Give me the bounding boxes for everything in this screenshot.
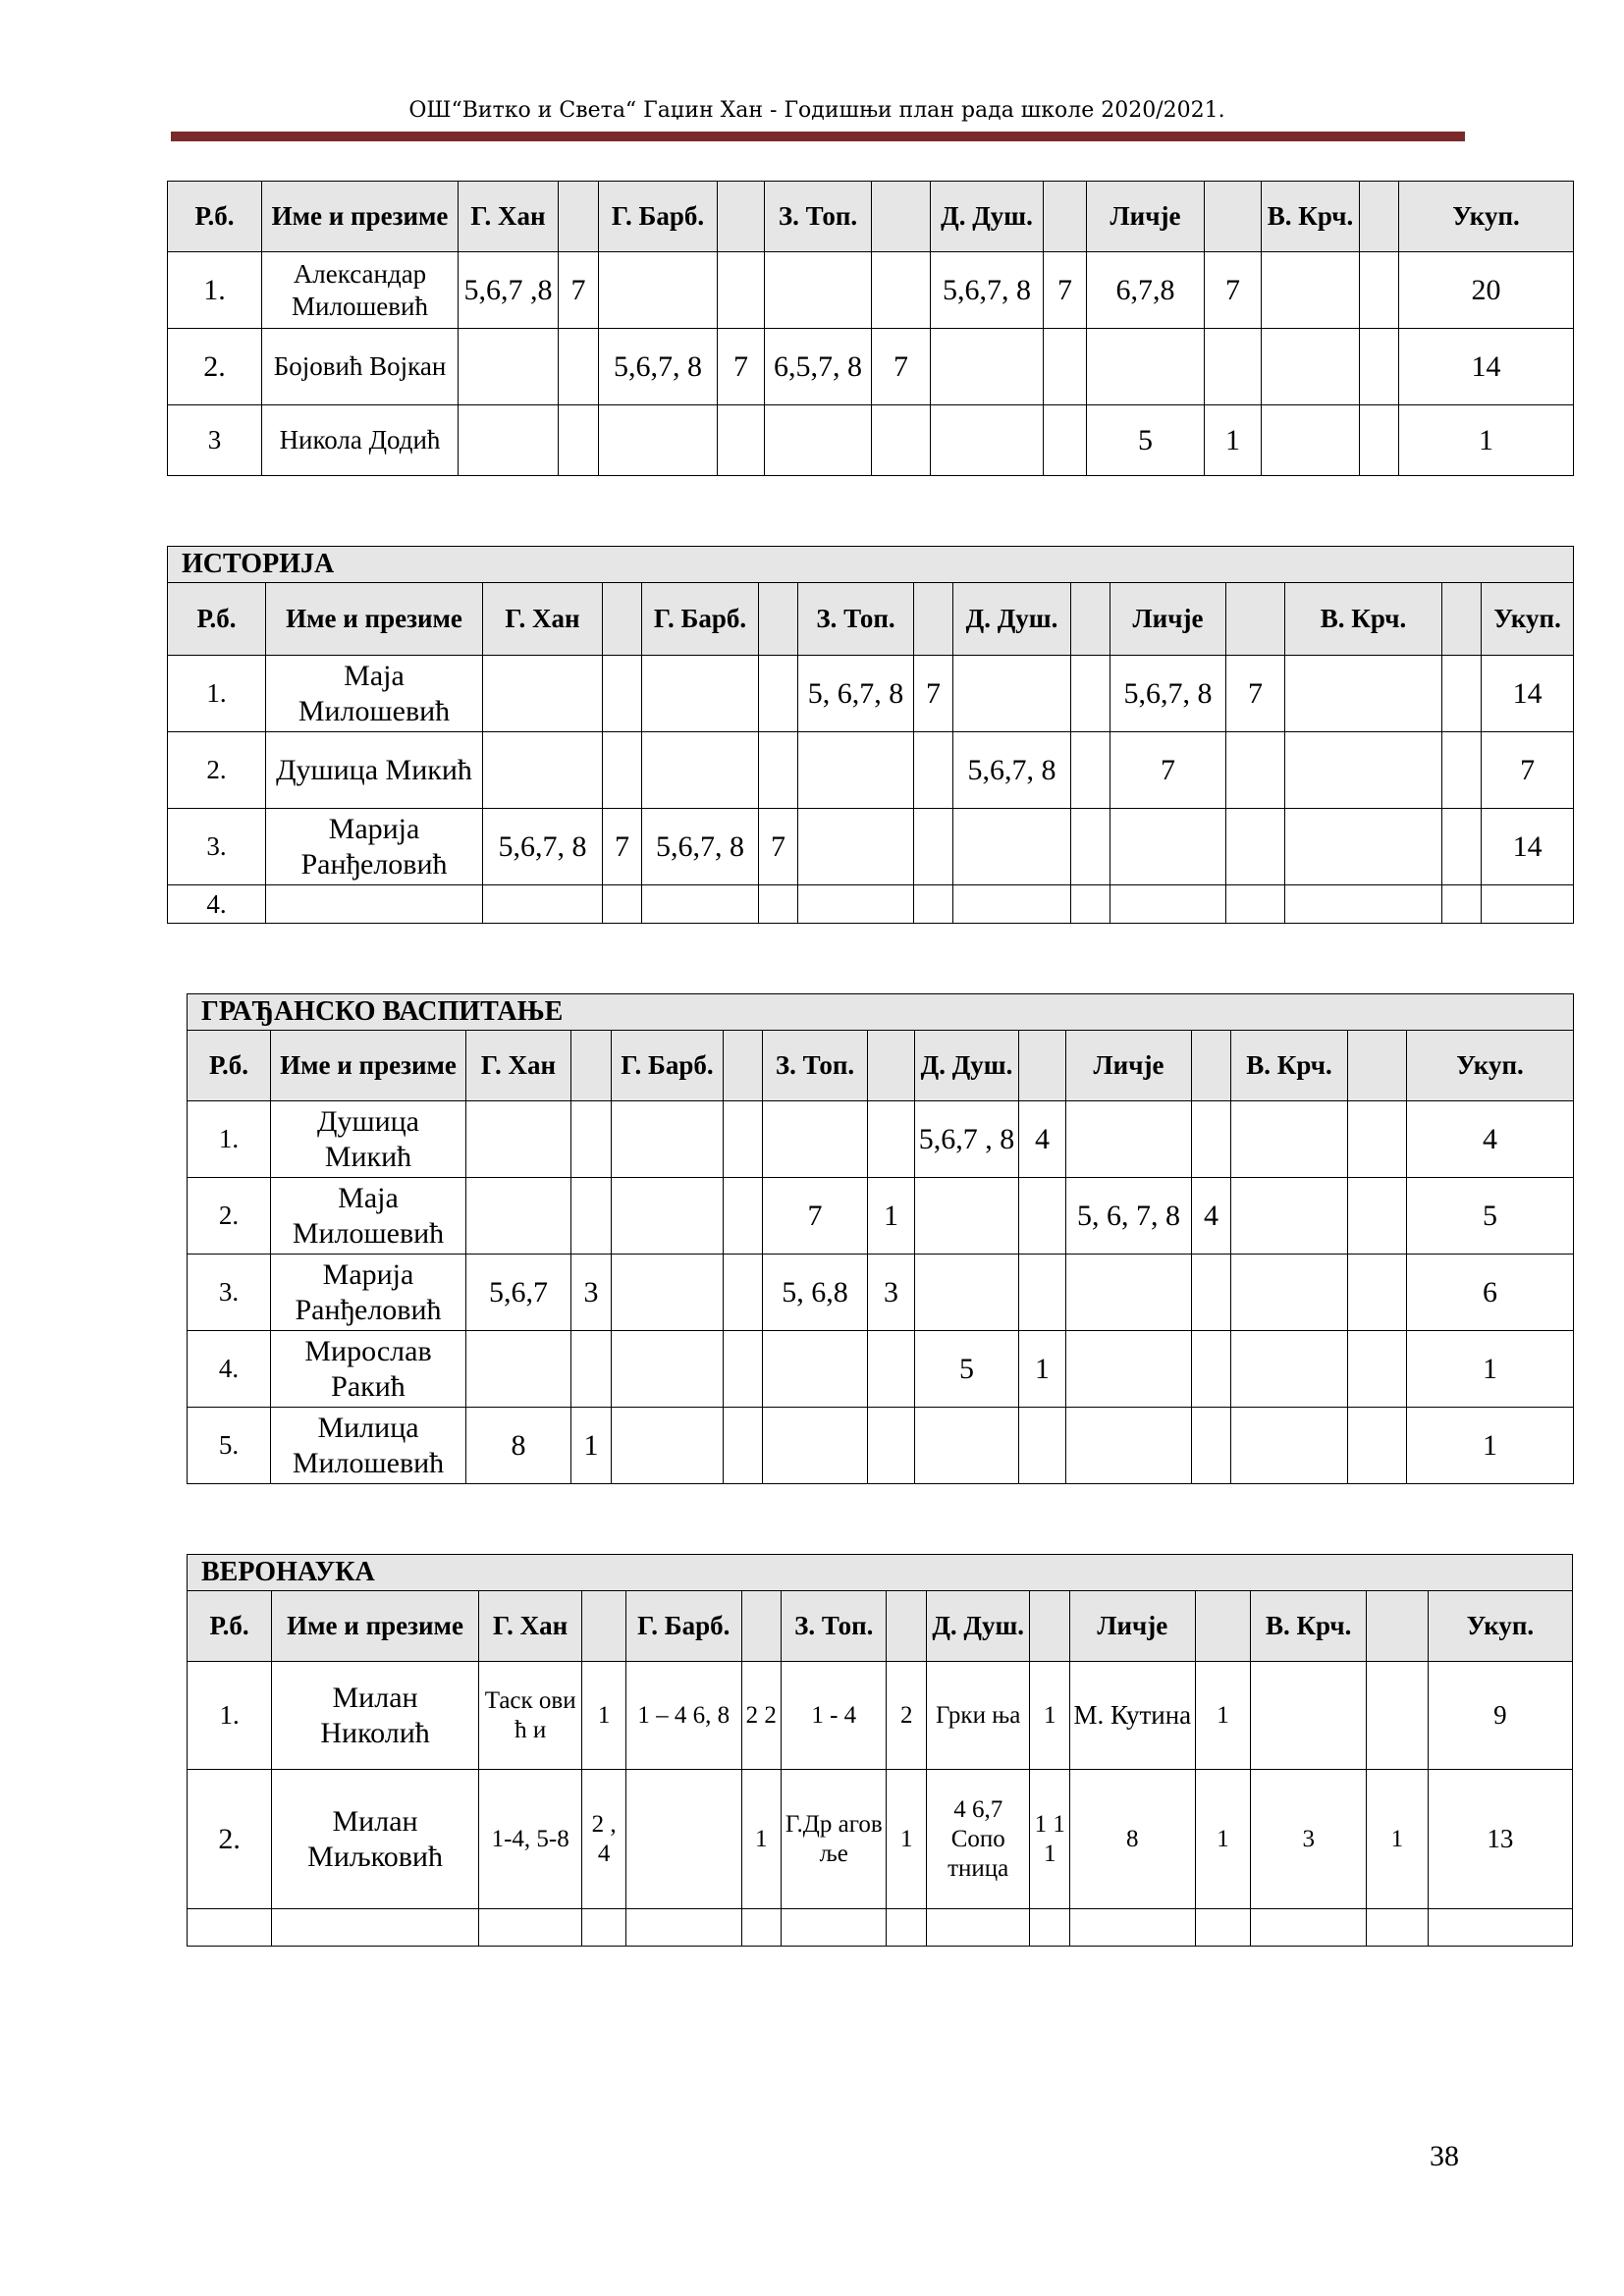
row-name: Милица Милошевић bbox=[271, 1408, 466, 1484]
col-g-han: Г. Хан bbox=[483, 583, 603, 656]
col-lichje: Личје bbox=[1069, 1591, 1195, 1662]
row-number: 2. bbox=[168, 329, 262, 405]
row-number: 1. bbox=[168, 252, 262, 329]
row-name: Бојовић Војкан bbox=[262, 329, 459, 405]
col-lichje: Личје bbox=[1066, 1031, 1192, 1101]
row-total: 7 bbox=[1482, 732, 1574, 809]
row-name: Милан Николић bbox=[272, 1662, 479, 1770]
row-total: 20 bbox=[1399, 252, 1574, 329]
row-name: Александар Милошевић bbox=[262, 252, 459, 329]
cell bbox=[483, 732, 603, 809]
row-total: 14 bbox=[1482, 809, 1574, 885]
cell bbox=[1205, 329, 1262, 405]
cell bbox=[1226, 809, 1285, 885]
cell bbox=[1231, 1331, 1348, 1408]
cell: М. Кутина bbox=[1069, 1662, 1195, 1770]
row-total: 6 bbox=[1407, 1255, 1574, 1331]
cell: 1 bbox=[868, 1178, 915, 1255]
cell bbox=[718, 252, 765, 329]
col-total: Укуп. bbox=[1407, 1031, 1574, 1101]
cell: 1 bbox=[887, 1770, 927, 1909]
col-g-barb: Г. Барб. bbox=[625, 1591, 741, 1662]
row-name: Мирослав Ракић bbox=[271, 1331, 466, 1408]
cell: 5, 6,7, 8 bbox=[798, 656, 914, 732]
header-rule bbox=[171, 132, 1465, 141]
cell bbox=[1442, 809, 1482, 885]
col-d-dush: Д. Душ. bbox=[915, 1031, 1019, 1101]
cell bbox=[1251, 1662, 1367, 1770]
cell bbox=[953, 656, 1071, 732]
cell bbox=[798, 732, 914, 809]
cell bbox=[868, 1331, 915, 1408]
cell bbox=[1360, 329, 1399, 405]
col-z-top: З. Топ. bbox=[798, 583, 914, 656]
cell: 7 bbox=[914, 656, 953, 732]
cell: 1 - 4 bbox=[782, 1662, 887, 1770]
row-total: 5 bbox=[1407, 1178, 1574, 1255]
cell: 1 bbox=[582, 1662, 626, 1770]
col-d-dush: Д. Душ. bbox=[931, 182, 1044, 252]
row-name: Марија Ранђеловић bbox=[266, 809, 483, 885]
cell: 2 bbox=[887, 1662, 927, 1770]
cell: 5,6,7, 8 bbox=[483, 809, 603, 885]
cell bbox=[1066, 1101, 1192, 1178]
row-number: 1. bbox=[188, 1101, 271, 1178]
row-number: 3. bbox=[168, 809, 266, 885]
table-row bbox=[168, 252, 1574, 329]
col-g-barb: Г. Барб. bbox=[642, 583, 759, 656]
table-istorija bbox=[167, 546, 1574, 924]
col-z-top: З. Топ. bbox=[763, 1031, 868, 1101]
row-total: 9 bbox=[1428, 1662, 1572, 1770]
cell bbox=[1366, 1662, 1428, 1770]
cell: 7 bbox=[1226, 656, 1285, 732]
cell: 3 bbox=[868, 1255, 915, 1331]
cell bbox=[868, 1408, 915, 1484]
cell: 7 bbox=[1110, 732, 1226, 809]
table-title-row bbox=[188, 1555, 1573, 1591]
cell bbox=[1066, 1408, 1192, 1484]
cell bbox=[1019, 1255, 1066, 1331]
col-v-krch: В. Крч. bbox=[1262, 182, 1360, 252]
cell: 5,6,7, 8 bbox=[599, 329, 718, 405]
col-total: Укуп. bbox=[1482, 583, 1574, 656]
cell: 5,6,7 , 8 bbox=[915, 1101, 1019, 1178]
cell bbox=[872, 405, 931, 476]
col-rb: Р.б. bbox=[188, 1591, 272, 1662]
cell bbox=[765, 252, 872, 329]
row-name: Маја Милошевић bbox=[271, 1178, 466, 1255]
cell: 7 bbox=[872, 329, 931, 405]
cell bbox=[915, 1408, 1019, 1484]
cell bbox=[914, 732, 953, 809]
cell: 5,6,7 bbox=[466, 1255, 571, 1331]
cell bbox=[1231, 1178, 1348, 1255]
cell: 6,7,8 bbox=[1087, 252, 1205, 329]
cell bbox=[763, 1408, 868, 1484]
cell: 5, 6, 7, 8 bbox=[1066, 1178, 1192, 1255]
row-total: 1 bbox=[1407, 1408, 1574, 1484]
cell: 5 bbox=[915, 1331, 1019, 1408]
cell bbox=[1044, 329, 1087, 405]
cell: 7 bbox=[763, 1178, 868, 1255]
table-row bbox=[168, 885, 1574, 924]
cell bbox=[1071, 809, 1110, 885]
cell: 3 bbox=[571, 1255, 612, 1331]
table-row bbox=[168, 405, 1574, 476]
cell: 8 bbox=[466, 1408, 571, 1484]
cell bbox=[915, 1178, 1019, 1255]
row-name: Душица Микић bbox=[266, 732, 483, 809]
table-title: ИСТОРИЈА bbox=[168, 547, 1574, 583]
cell bbox=[1348, 1101, 1407, 1178]
cell bbox=[1071, 656, 1110, 732]
cell bbox=[459, 329, 559, 405]
cell: 1 1 1 bbox=[1030, 1770, 1070, 1909]
cell bbox=[759, 732, 798, 809]
cell bbox=[1442, 732, 1482, 809]
row-number: 1. bbox=[188, 1662, 272, 1770]
row-name bbox=[266, 885, 483, 924]
row-total: 1 bbox=[1407, 1331, 1574, 1408]
row-total: 14 bbox=[1399, 329, 1574, 405]
table-row bbox=[188, 1331, 1574, 1408]
cell bbox=[1231, 1101, 1348, 1178]
cell bbox=[765, 405, 872, 476]
cell bbox=[642, 656, 759, 732]
cell bbox=[466, 1178, 571, 1255]
col-total: Укуп. bbox=[1428, 1591, 1572, 1662]
cell bbox=[759, 656, 798, 732]
cell bbox=[603, 732, 642, 809]
table-row bbox=[188, 1909, 1573, 1947]
table-header-row bbox=[188, 1031, 1574, 1101]
row-number: 3. bbox=[188, 1255, 271, 1331]
cell bbox=[1348, 1408, 1407, 1484]
cell bbox=[915, 1255, 1019, 1331]
cell bbox=[1348, 1331, 1407, 1408]
cell bbox=[466, 1101, 571, 1178]
cell bbox=[1066, 1255, 1192, 1331]
row-number: 5. bbox=[188, 1408, 271, 1484]
col-v-krch: В. Крч. bbox=[1251, 1591, 1367, 1662]
table-row bbox=[188, 1101, 1574, 1178]
cell bbox=[1262, 252, 1360, 329]
cell bbox=[1226, 732, 1285, 809]
cell bbox=[571, 1101, 612, 1178]
page-header: ОШ“Витко и Света“ Гаџин Хан - Годишњи план рада школе 2020/2021. bbox=[408, 98, 1225, 123]
cell bbox=[599, 252, 718, 329]
col-g-han: Г. Хан bbox=[478, 1591, 581, 1662]
cell: 5,6,7, 8 bbox=[931, 252, 1044, 329]
cell bbox=[459, 405, 559, 476]
cell bbox=[1019, 1408, 1066, 1484]
table-row bbox=[188, 1770, 1573, 1909]
col-name: Име и презиме bbox=[266, 583, 483, 656]
cell bbox=[612, 1331, 724, 1408]
cell bbox=[625, 1770, 741, 1909]
cell bbox=[1044, 405, 1087, 476]
table-row bbox=[188, 1662, 1573, 1770]
col-g-barb: Г. Барб. bbox=[599, 182, 718, 252]
cell: Таск ови ћ и bbox=[478, 1662, 581, 1770]
cell: 3 bbox=[1251, 1770, 1367, 1909]
col-name: Име и презиме bbox=[272, 1591, 479, 1662]
col-lichje: Личје bbox=[1110, 583, 1226, 656]
cell bbox=[1066, 1331, 1192, 1408]
cell bbox=[868, 1101, 915, 1178]
cell: 7 bbox=[603, 809, 642, 885]
cell bbox=[724, 1331, 763, 1408]
table-title-row bbox=[168, 547, 1574, 583]
col-d-dush: Д. Душ. bbox=[927, 1591, 1030, 1662]
cell bbox=[1285, 656, 1442, 732]
cell: 2 , 4 bbox=[582, 1770, 626, 1909]
cell bbox=[1192, 1255, 1231, 1331]
cell: 1 bbox=[571, 1408, 612, 1484]
cell bbox=[1348, 1178, 1407, 1255]
cell: 2 2 bbox=[741, 1662, 782, 1770]
row-number: 2. bbox=[188, 1178, 271, 1255]
col-rb: Р.б. bbox=[168, 182, 262, 252]
cell bbox=[612, 1408, 724, 1484]
table-header-row bbox=[168, 182, 1574, 252]
cell: 4 6,7 Сопо тница bbox=[927, 1770, 1030, 1909]
cell bbox=[1110, 809, 1226, 885]
cell bbox=[724, 1408, 763, 1484]
cell bbox=[1285, 809, 1442, 885]
cell bbox=[724, 1255, 763, 1331]
table-row bbox=[188, 1255, 1574, 1331]
cell bbox=[603, 656, 642, 732]
row-number: 2. bbox=[188, 1770, 272, 1909]
row-name: Душица Микић bbox=[271, 1101, 466, 1178]
row-name: Марија Ранђеловић bbox=[271, 1255, 466, 1331]
cell bbox=[612, 1101, 724, 1178]
row-number: 1. bbox=[168, 656, 266, 732]
cell: 1 bbox=[1195, 1662, 1251, 1770]
cell bbox=[1192, 1408, 1231, 1484]
cell bbox=[1192, 1331, 1231, 1408]
cell: Г.Др агов ље bbox=[782, 1770, 887, 1909]
cell bbox=[612, 1255, 724, 1331]
col-g-han: Г. Хан bbox=[459, 182, 559, 252]
cell bbox=[763, 1331, 868, 1408]
table-header-row bbox=[168, 583, 1574, 656]
cell bbox=[953, 809, 1071, 885]
table-row bbox=[188, 1408, 1574, 1484]
table-title-row bbox=[188, 994, 1574, 1031]
cell bbox=[612, 1178, 724, 1255]
cell bbox=[763, 1101, 868, 1178]
table-gradjansko bbox=[187, 993, 1574, 1484]
cell: 7 bbox=[1205, 252, 1262, 329]
cell: 4 bbox=[1192, 1178, 1231, 1255]
cell bbox=[931, 329, 1044, 405]
cell bbox=[642, 732, 759, 809]
col-z-top: З. Топ. bbox=[765, 182, 872, 252]
col-total: Укуп. bbox=[1399, 182, 1574, 252]
row-number: 3 bbox=[168, 405, 262, 476]
cell: 5,6,7, 8 bbox=[642, 809, 759, 885]
cell bbox=[1231, 1255, 1348, 1331]
table-row bbox=[168, 329, 1574, 405]
table-continued bbox=[167, 181, 1574, 476]
cell: 1 bbox=[1030, 1662, 1070, 1770]
row-name: Никола Додић bbox=[262, 405, 459, 476]
cell bbox=[1285, 732, 1442, 809]
cell bbox=[1192, 1101, 1231, 1178]
table-title: ГРАЂАНСКО ВАСПИТАЊЕ bbox=[188, 994, 1574, 1031]
cell: 1-4, 5-8 bbox=[478, 1770, 581, 1909]
cell: 5,6,7, 8 bbox=[953, 732, 1071, 809]
row-total bbox=[1482, 885, 1574, 924]
cell bbox=[559, 405, 599, 476]
cell bbox=[571, 1178, 612, 1255]
col-d-dush: Д. Душ. bbox=[953, 583, 1071, 656]
cell bbox=[1348, 1255, 1407, 1331]
cell: 5,6,7 ,8 bbox=[459, 252, 559, 329]
table-header-row bbox=[188, 1591, 1573, 1662]
cell: 1 – 4 6, 8 bbox=[625, 1662, 741, 1770]
cell: 4 bbox=[1019, 1101, 1066, 1178]
cell: 1 bbox=[1019, 1331, 1066, 1408]
table-veronauka bbox=[187, 1554, 1573, 1947]
col-g-han: Г. Хан bbox=[466, 1031, 571, 1101]
cell bbox=[1231, 1408, 1348, 1484]
col-rb: Р.б. bbox=[168, 583, 266, 656]
cell bbox=[1442, 656, 1482, 732]
col-rb: Р.б. bbox=[188, 1031, 271, 1101]
cell: 5, 6,8 bbox=[763, 1255, 868, 1331]
col-v-krch: В. Крч. bbox=[1285, 583, 1442, 656]
cell: 7 bbox=[1044, 252, 1087, 329]
cell bbox=[724, 1178, 763, 1255]
table-row bbox=[168, 809, 1574, 885]
cell: 1 bbox=[741, 1770, 782, 1909]
row-total: 13 bbox=[1428, 1770, 1572, 1909]
cell: 7 bbox=[559, 252, 599, 329]
cell bbox=[718, 405, 765, 476]
cell bbox=[872, 252, 931, 329]
row-total: 1 bbox=[1399, 405, 1574, 476]
cell bbox=[1019, 1178, 1066, 1255]
table-title: ВЕРОНАУКА bbox=[188, 1555, 1573, 1591]
cell bbox=[931, 405, 1044, 476]
cell bbox=[466, 1331, 571, 1408]
cell bbox=[1262, 329, 1360, 405]
row-name: Маја Милошевић bbox=[266, 656, 483, 732]
col-v-krch: В. Крч. bbox=[1231, 1031, 1348, 1101]
cell bbox=[1071, 732, 1110, 809]
cell: 7 bbox=[759, 809, 798, 885]
row-number: 4. bbox=[188, 1331, 271, 1408]
table-row bbox=[168, 732, 1574, 809]
cell bbox=[1262, 405, 1360, 476]
cell: 7 bbox=[718, 329, 765, 405]
table-row bbox=[168, 656, 1574, 732]
row-number: 4. bbox=[168, 885, 266, 924]
cell: 1 bbox=[1205, 405, 1262, 476]
cell bbox=[1087, 329, 1205, 405]
row-total: 14 bbox=[1482, 656, 1574, 732]
cell bbox=[724, 1101, 763, 1178]
cell: 5 bbox=[1087, 405, 1205, 476]
cell bbox=[483, 656, 603, 732]
cell: 8 bbox=[1069, 1770, 1195, 1909]
col-name: Име и презиме bbox=[262, 182, 459, 252]
cell bbox=[1360, 252, 1399, 329]
page-number: 38 bbox=[1430, 2140, 1459, 2172]
cell bbox=[1360, 405, 1399, 476]
col-lichje: Личје bbox=[1087, 182, 1205, 252]
cell bbox=[599, 405, 718, 476]
row-name: Милан Миљковић bbox=[272, 1770, 479, 1909]
cell bbox=[798, 809, 914, 885]
cell bbox=[559, 329, 599, 405]
cell: 6,5,7, 8 bbox=[765, 329, 872, 405]
row-number: 2. bbox=[168, 732, 266, 809]
cell: 5,6,7, 8 bbox=[1110, 656, 1226, 732]
cell: 1 bbox=[1195, 1770, 1251, 1909]
cell bbox=[571, 1331, 612, 1408]
row-total: 4 bbox=[1407, 1101, 1574, 1178]
col-name: Име и презиме bbox=[271, 1031, 466, 1101]
cell: Грки ња bbox=[927, 1662, 1030, 1770]
table-row bbox=[188, 1178, 1574, 1255]
col-z-top: З. Топ. bbox=[782, 1591, 887, 1662]
cell bbox=[914, 809, 953, 885]
cell: 1 bbox=[1366, 1770, 1428, 1909]
col-g-barb: Г. Барб. bbox=[612, 1031, 724, 1101]
